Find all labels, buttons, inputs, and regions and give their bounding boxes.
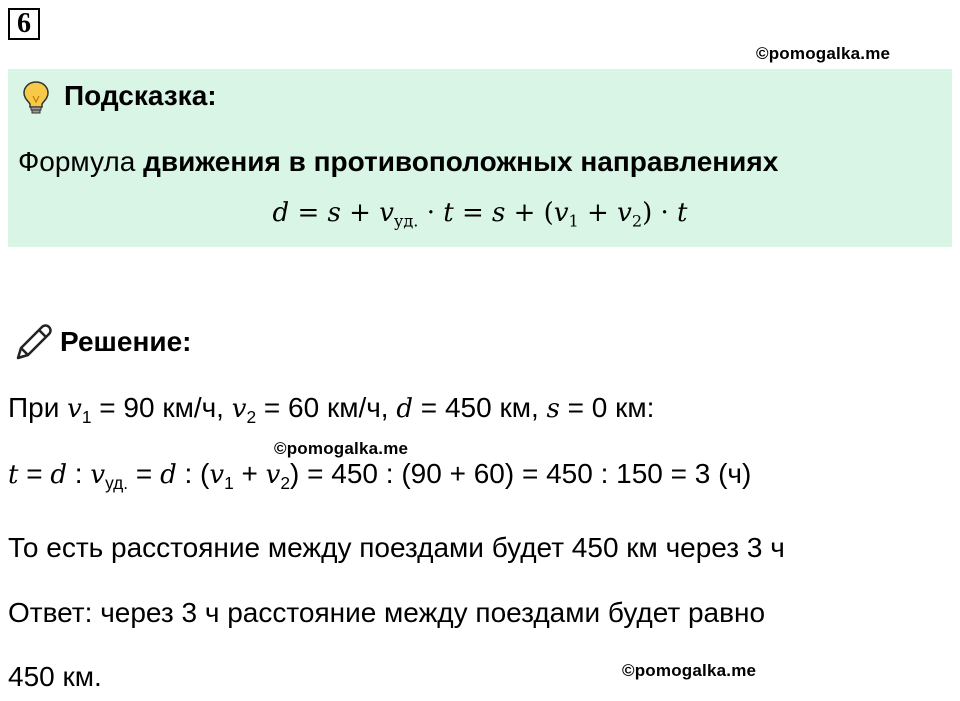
given-values: При $v_1 = 90$ км/ч, $v_2 = 60$ км/ч, d = 450 км, s = 0 км: xyxy=(8,392,655,428)
hint-title: Подсказка: xyxy=(64,80,217,111)
formula-name: движения в противоположных направлениях xyxy=(143,146,779,177)
formula-math: $d = s + v_{уд.} \cdot t = s + (v_1 + v_2) \cdot t$ xyxy=(272,198,688,231)
watermark: ©pomogalka.me xyxy=(756,44,891,63)
answer-line-1: Ответ: через 3 ч расстояние между поездами будет равно xyxy=(8,597,766,628)
pencil-icon xyxy=(12,322,54,364)
answer-line-2: 450 км. xyxy=(8,661,102,692)
lightbulb-icon xyxy=(20,80,52,116)
formula-description: Формула движения в противоположных направлениях xyxy=(18,146,779,177)
calculation: t = d : $v_{уд.} = d$ : $(v_1 + v_2) = 450$ : (90 + 60) = 450 : 150 = 3 (ч) xyxy=(8,458,752,494)
watermark: ©pomogalka.me xyxy=(274,439,409,458)
solution-title: Решение: xyxy=(60,326,192,357)
watermark: ©pomogalka.me xyxy=(622,661,757,680)
problem-number: 6 xyxy=(8,8,40,40)
conclusion: То есть расстояние между поездами будет 450 км через 3 ч xyxy=(8,532,785,563)
